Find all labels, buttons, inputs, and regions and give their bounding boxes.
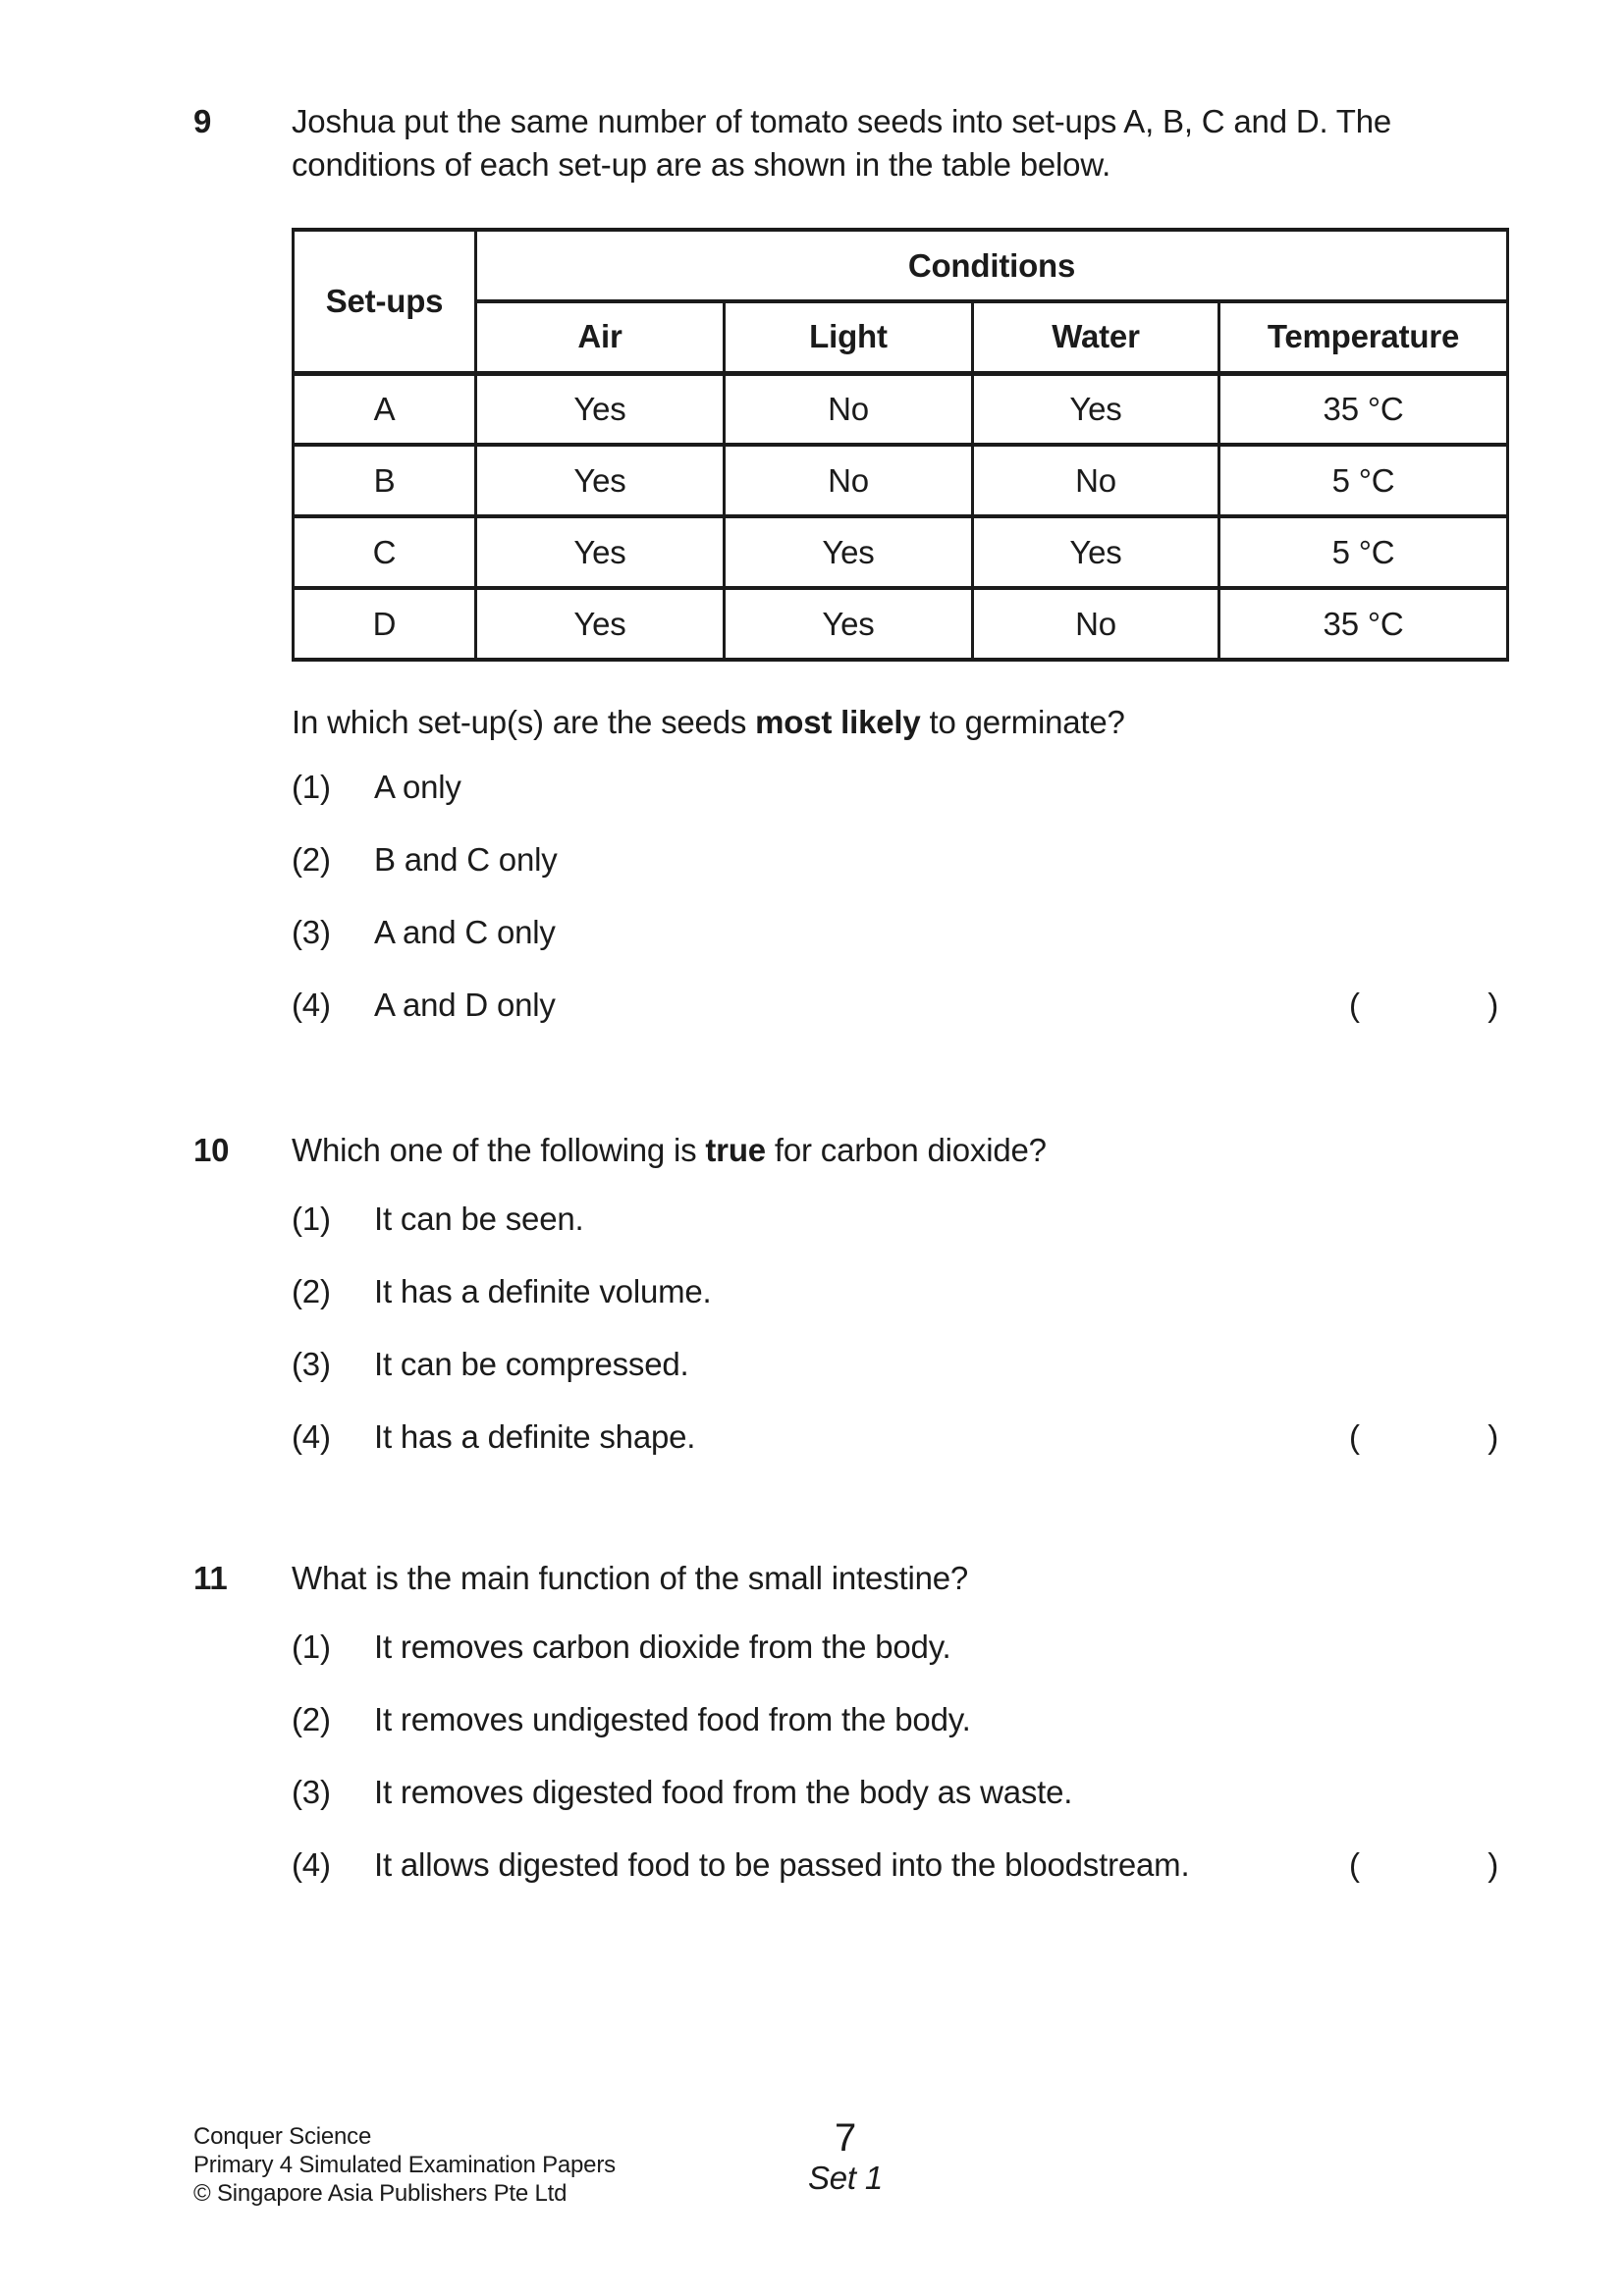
table-header-water: Water — [973, 301, 1219, 373]
option-row — [292, 1343, 1506, 1386]
conditions-table — [292, 228, 1509, 662]
option-row — [292, 838, 1506, 881]
paren-open: ( — [1349, 1846, 1360, 1883]
cell-air: Yes — [476, 373, 725, 445]
cell-air: Yes — [476, 445, 725, 516]
cell-temperature: 35 °C — [1219, 373, 1508, 445]
option-number: (3) — [292, 1346, 331, 1382]
table-row — [294, 373, 1508, 445]
footer-series-title: Primary 4 Simulated Examination Papers — [193, 2152, 616, 2178]
option-text: It has a definite shape. — [374, 1418, 696, 1455]
option-row — [292, 1698, 1506, 1741]
cell-light: Yes — [725, 516, 973, 588]
footer-book-title: Conquer Science — [193, 2123, 372, 2150]
table-subheader-row — [294, 301, 1508, 373]
option-text: It has a definite volume. — [374, 1273, 712, 1309]
question-9-intro: Joshua put the same number of tomato seeds into set-ups A, B, C and D. The conditions of each set-up are as shown in the table below. — [292, 103, 1392, 183]
question-9 — [193, 100, 1505, 1027]
option-number: (4) — [292, 1418, 331, 1455]
footer-publisher-info — [193, 2122, 616, 2208]
emphasis-text: most likely — [755, 704, 921, 740]
table-header-row — [294, 230, 1508, 301]
option-number: (2) — [292, 1273, 331, 1309]
option-number: (2) — [292, 841, 331, 878]
option-number: (3) — [292, 1774, 331, 1810]
cell-temperature: 5 °C — [1219, 445, 1508, 516]
option-number: (2) — [292, 1701, 331, 1737]
question-10 — [193, 1129, 1505, 1459]
cell-air: Yes — [476, 516, 725, 588]
cell-air: Yes — [476, 588, 725, 660]
answer-blank — [1349, 1415, 1506, 1459]
paren-close: ) — [1488, 1846, 1498, 1883]
question-10-body — [292, 1129, 1506, 1459]
answer-blank — [1349, 1843, 1506, 1887]
option-row — [292, 911, 1506, 954]
table-row — [294, 445, 1508, 516]
option-number: (1) — [292, 1201, 331, 1237]
paren-close: ) — [1488, 1418, 1498, 1455]
question-11-number: 11 — [193, 1560, 228, 1596]
set-label: Set 1 — [807, 2160, 884, 2196]
question-9-number: 9 — [193, 103, 212, 139]
cell-temperature: 35 °C — [1219, 588, 1508, 660]
cell-light: No — [725, 373, 973, 445]
cell-light: Yes — [725, 588, 973, 660]
option-text: A only — [374, 769, 461, 805]
option-row — [292, 984, 1506, 1027]
footer-page-info — [772, 2117, 919, 2198]
option-text: B and C only — [374, 841, 558, 878]
cell-water: Yes — [973, 373, 1219, 445]
option-row — [292, 766, 1506, 809]
answer-blank — [1349, 984, 1506, 1027]
table-header-conditions: Conditions — [476, 230, 1508, 301]
setup-label: C — [294, 516, 476, 588]
option-text: It removes undigested food from the body. — [374, 1701, 971, 1737]
table-header-air: Air — [476, 301, 725, 373]
option-row — [292, 1843, 1506, 1887]
option-text: It allows digested food to be passed into the bloodstream. — [374, 1846, 1190, 1883]
option-row — [292, 1626, 1506, 1669]
setup-label: D — [294, 588, 476, 660]
question-10-number: 10 — [193, 1132, 230, 1168]
page-number: 7 — [834, 2116, 857, 2160]
paren-open: ( — [1349, 1418, 1360, 1455]
cell-light: No — [725, 445, 973, 516]
option-text: It can be compressed. — [374, 1346, 689, 1382]
question-11-stem: What is the main function of the small intestine? — [292, 1560, 969, 1596]
option-number: (3) — [292, 914, 331, 950]
cell-temperature: 5 °C — [1219, 516, 1508, 588]
paren-open: ( — [1349, 987, 1360, 1023]
option-number: (4) — [292, 987, 331, 1023]
option-text: It can be seen. — [374, 1201, 584, 1237]
cell-water: No — [973, 588, 1219, 660]
question-9-stem: In which set-up(s) are the seeds most likely to germinate? — [292, 704, 1125, 740]
option-text: A and C only — [374, 914, 556, 950]
option-number: (1) — [292, 769, 331, 805]
option-number: (1) — [292, 1629, 331, 1665]
table-header-setups: Set-ups — [294, 230, 476, 373]
cell-water: No — [973, 445, 1219, 516]
setup-label: B — [294, 445, 476, 516]
question-10-stem: Which one of the following is true for carbon dioxide? — [292, 1132, 1047, 1168]
footer-copyright: © Singapore Asia Publishers Pte Ltd — [193, 2180, 568, 2207]
table-header-temperature: Temperature — [1219, 301, 1508, 373]
table-row — [294, 588, 1508, 660]
emphasis-text: true — [705, 1132, 766, 1168]
table-header-light: Light — [725, 301, 973, 373]
option-text: A and D only — [374, 987, 556, 1023]
table-row — [294, 516, 1508, 588]
paren-close: ) — [1488, 987, 1498, 1023]
cell-water: Yes — [973, 516, 1219, 588]
option-text: It removes carbon dioxide from the body. — [374, 1629, 951, 1665]
option-number: (4) — [292, 1846, 331, 1883]
option-row — [292, 1415, 1506, 1459]
question-11-body — [292, 1557, 1506, 1887]
option-text: It removes digested food from the body as waste. — [374, 1774, 1073, 1810]
question-11 — [193, 1557, 1505, 1887]
setup-label: A — [294, 373, 476, 445]
question-9-body — [292, 100, 1506, 1027]
option-row — [292, 1270, 1506, 1313]
option-row — [292, 1771, 1506, 1814]
option-row — [292, 1198, 1506, 1241]
